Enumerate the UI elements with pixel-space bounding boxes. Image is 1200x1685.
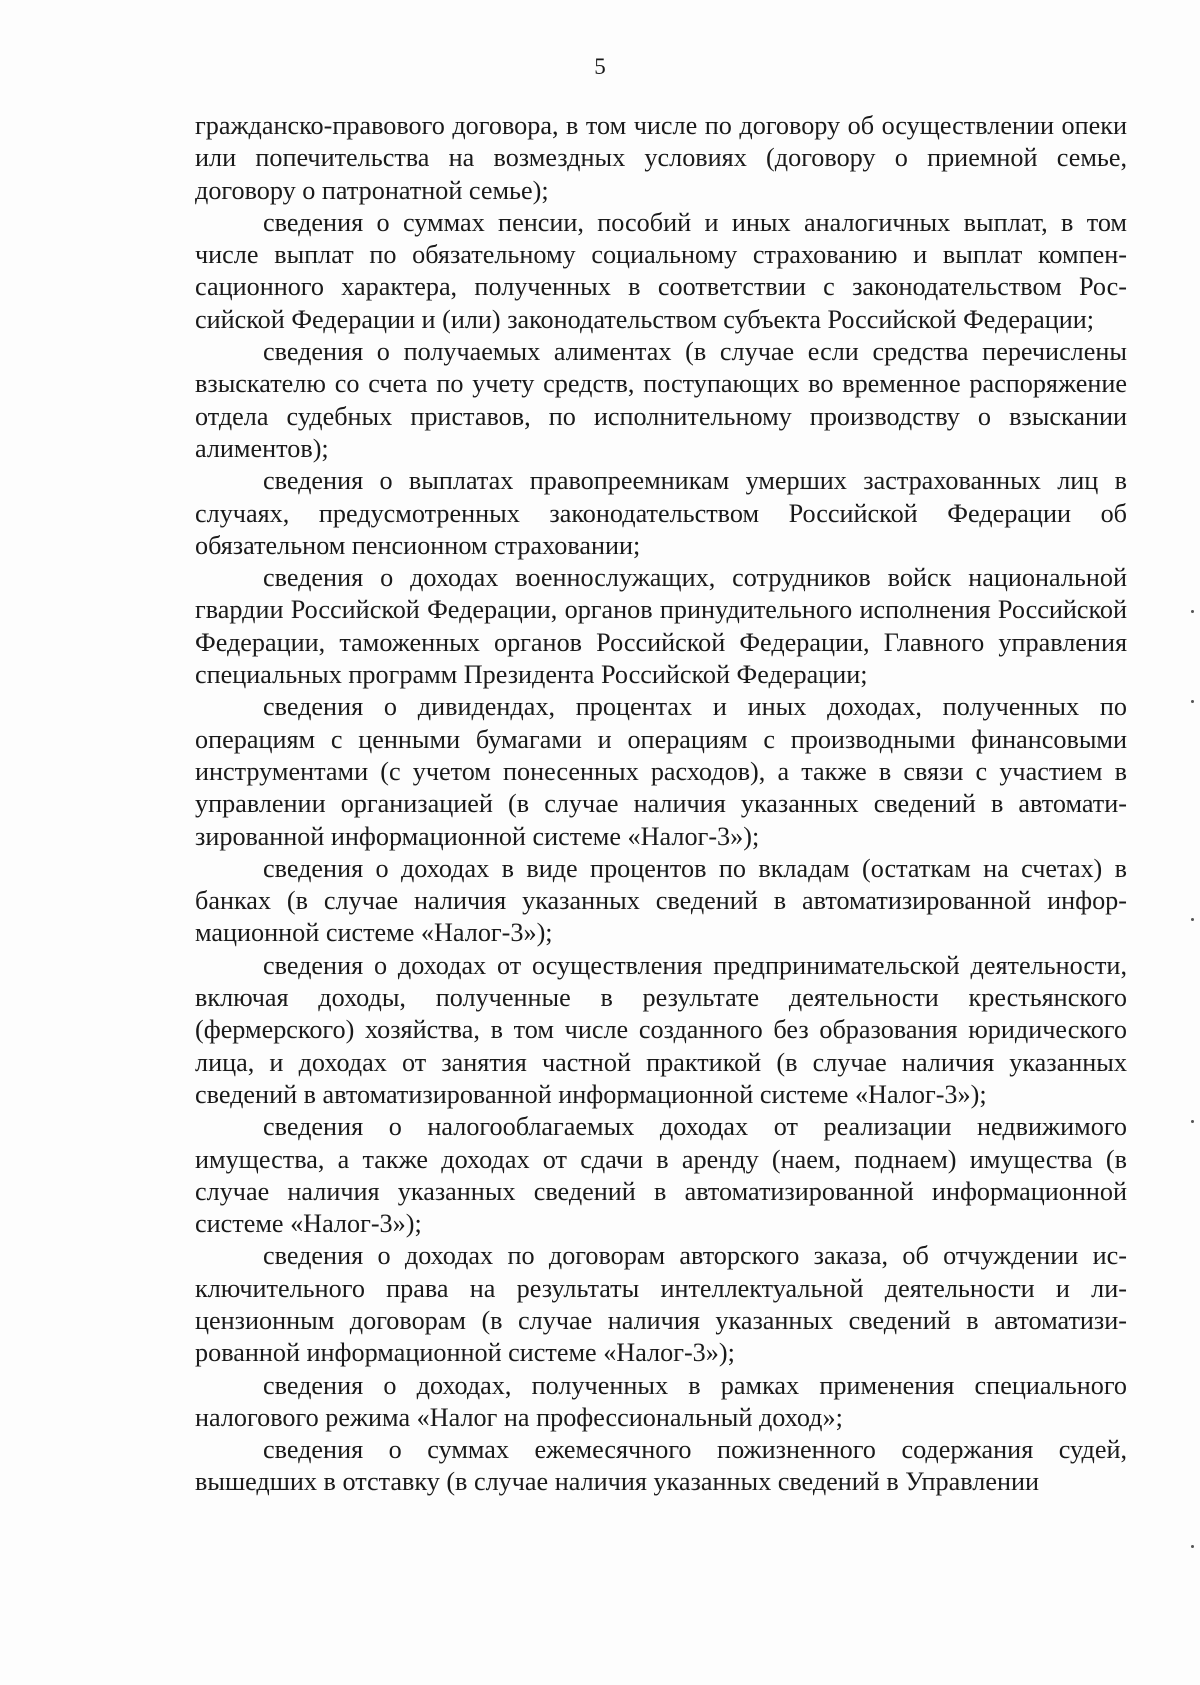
paragraph: сведения о доходах в виде процентов по вкладам (остаткам на счетах) в банках (в случае наличия указанных сведений в автоматизированной информационной системе «Налог-3»);: [195, 853, 1127, 948]
paragraph: гражданско-правового договора, в том числе по договору об осуществлении опеки или попечительства на возмездных условиях (договору о приемной семье, договору о патронатной семье);: [195, 111, 1127, 205]
paragraph: сведения о доходах по договорам авторского заказа, об отчуждении исключительного права на результаты интеллектуальной деятельности и лицензионным договорам (в случае наличия указанных сведений в автоматизированной информационной системе «Налог-3»);: [195, 1241, 1127, 1368]
scan-dot: [1191, 610, 1194, 613]
scan-dot: [1191, 1545, 1194, 1548]
scan-edge-marks: [1186, 0, 1194, 1685]
scan-dot: [1191, 1120, 1194, 1123]
scan-dot: [1191, 700, 1194, 703]
paragraph: сведения о налогооблагаемых доходах от реализации недвижимого имущества, а также доходах от сдачи в аренду (наем, поднаем) имущества (в случае наличия указанных сведений в автоматизированной информационной системе «Налог-3»);: [195, 1112, 1127, 1239]
scan-dot: [1191, 918, 1194, 921]
paragraph: сведения о доходах военнослужащих, сотрудников войск национальной гвардии Российской Федерации, органов принудительного исполнения Российской Федерации, таможенных органов Российской Федерации, Главного управления специальных программ Президента Российской Федерации;: [195, 563, 1127, 690]
page-number: 5: [594, 54, 606, 79]
paragraph: сведения о выплатах правопреемникам умерших застрахованных лиц в случаях, предусмотренных законодательством Российской Федерации об обязательном пенсионном страховании;: [195, 466, 1127, 560]
paragraph: сведения о дивидендах, процентах и иных доходах, полученных по операциям с ценными бумагами и операциям с производными финансовыми инструментами (с учетом понесенных расходов), а также в связи с участием в управлении организацией (в случае наличия указанных сведений в автоматизированной информационной системе «Налог-3»);: [195, 692, 1127, 851]
document-body: [195, 110, 1127, 1499]
paragraph: сведения о доходах от осуществления предпринимательской деятельности, включая доходы, полученные в результате деятельности крестьянского (фермерского) хозяйства, в том числе созданного без образования юридического лица, и доходах от занятия частной практикой (в случае наличия указанных сведений в автоматизированной информационной системе «Налог-3»);: [195, 950, 1127, 1109]
paragraph: сведения о суммах ежемесячного пожизненного содержания судей, вышедших в отставку (в случае наличия указанных сведений в Управлении: [195, 1435, 1127, 1497]
paragraph: сведения о доходах, полученных в рамках применения специального налогового режима «Налог на профессиональный доход»;: [195, 1370, 1127, 1432]
paragraph: сведения о получаемых алиментах (в случае если средства перечислены взыскателю со счета по учету средств, поступающих во временное распоряжение отдела судебных приставов, по исполнительному производству о взыскании алиментов);: [195, 337, 1127, 463]
paragraph: сведения о суммах пенсии, пособий и иных аналогичных выплат, в том числе выплат по обязательному социальному страхованию и выплат компенсационного характера, полученных в соответствии с законодательством Российской Федерации и (или) законодательством субъекта Российской Федерации;: [195, 207, 1127, 334]
